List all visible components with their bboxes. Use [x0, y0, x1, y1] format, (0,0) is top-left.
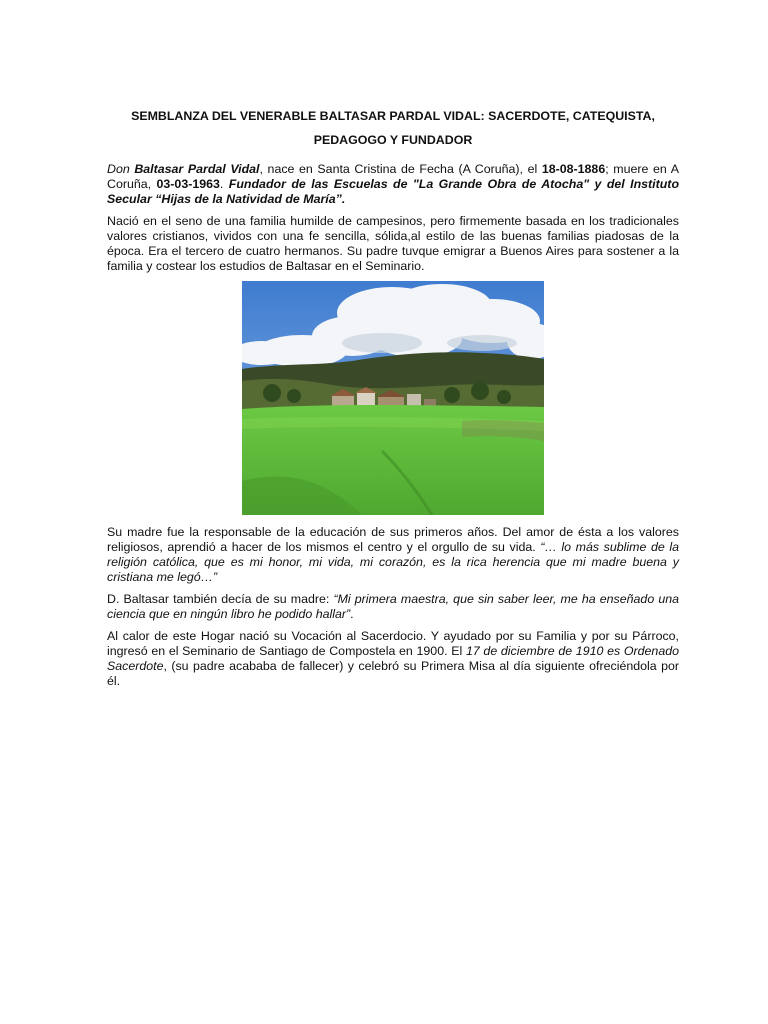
birth-date: 18-08-1886 [541, 162, 606, 176]
document-body [107, 104, 679, 696]
landscape-photo [242, 281, 544, 515]
title-line-2: PEDAGOGO Y FUNDADOR [313, 133, 473, 147]
intro-text-3: . [219, 177, 229, 191]
mother-paragraph [107, 525, 679, 585]
family-paragraph: Nació en el seno de una familia humilde de campesinos, pero firmemente basada en los tradicionales valores cristianos, vividos con una fe sencilla, sólida,al estilo de las buenas familias piadosas de la época. Era el tercero de cuatro hermanos. Su padre tuvque emigrar a Buenos Aires para sostener a la familia y costear los estudios de Baltasar en el Seminario. [107, 214, 679, 273]
document-title [107, 104, 679, 152]
founder-text: Fundador de las Escuelas de "La Grande Obra de Atocha" y del Instituto Secular “Hijas de la Natividad de María”. [107, 177, 680, 206]
vocation-text-3: , (su padre acababa de fallecer) y celebró su Primera Misa al día siguiente ofreciéndola por él. [107, 659, 679, 688]
vocation-paragraph [107, 629, 679, 689]
teacher-quote: “Mi primera maestra, que sin saber leer, me ha enseñado una ciencia que en ningún libro he podido hallar” [107, 592, 679, 621]
intro-text-2: ; muere en A Coruña, [107, 162, 679, 191]
person-name: Baltasar Pardal Vidal [134, 162, 260, 176]
intro-text-1: , nace en Santa Cristina de Fecha (A Coruña), el [259, 162, 542, 176]
don-word: Don [107, 162, 130, 176]
teacher-text: D. Baltasar también decía de su madre: [107, 592, 334, 606]
vocation-text-1: Al calor de este Hogar nació su Vocación al Sacerdocio. Y ayudado por su Familia y por su Párroco, ingresó en el Seminario de Santiago de Compostela en 1900. El [107, 629, 679, 658]
ordination-date: 17 de diciembre de 1910 [465, 644, 604, 658]
death-date: 03-03-1963 [156, 177, 220, 191]
teacher-end: . [350, 607, 354, 621]
mother-quote: “… lo más sublime de la religión católica, que es mi honor, mi vida, mi corazón, es la rica herencia que mi madre buena y cristiana me legó…” [107, 540, 679, 584]
title-line-1: SEMBLANZA DEL VENERABLE BALTASAR PARDAL VIDAL: SACERDOTE, CATEQUISTA, [131, 109, 655, 123]
mother-text: Su madre fue la responsable de la educación de sus primeros años. Del amor de ésta a los valores religiosos, aprendió a hacer de los mismos el centro y el orgullo de su vida. [107, 525, 679, 554]
teacher-paragraph [107, 592, 679, 622]
intro-paragraph [107, 162, 679, 207]
ordination-text: es Ordenado Sacerdote [107, 644, 679, 673]
